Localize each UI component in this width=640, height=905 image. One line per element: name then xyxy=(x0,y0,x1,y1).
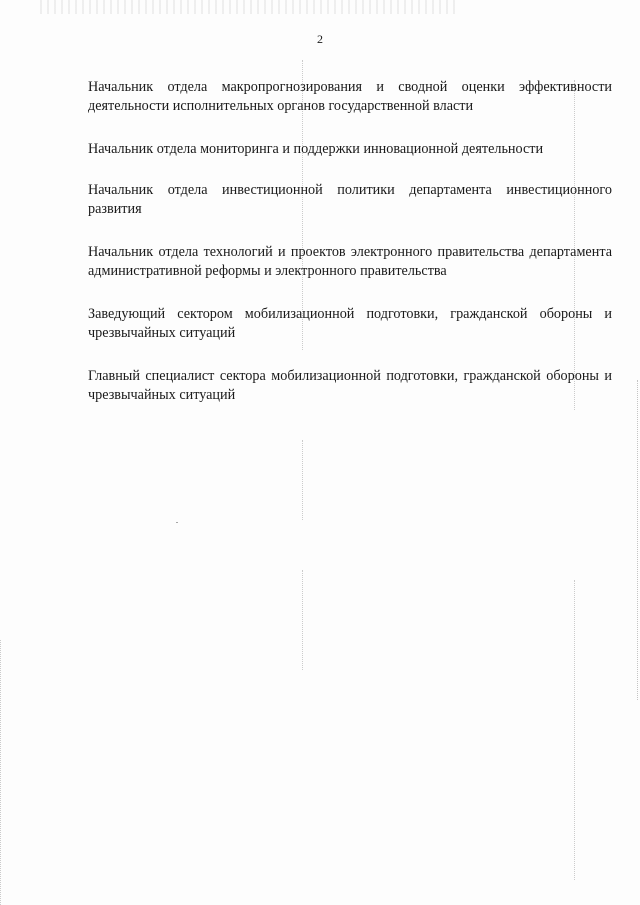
scan-artifact-top xyxy=(40,0,460,14)
scan-artifact-right-edge xyxy=(634,380,638,700)
scan-artifact-fold-line xyxy=(302,570,304,670)
position-list xyxy=(88,78,612,429)
scan-artifact-fold-line xyxy=(302,440,304,520)
scan-artifact-margin-line xyxy=(574,580,576,880)
position-entry: Начальник отдела инвестиционной политики департамента инвестиционного развития xyxy=(88,182,612,217)
position-entry: Начальник отдела макропрогнозирования и сводной оценки эффективности деятельности исполнительных органов государственной власти xyxy=(88,79,612,114)
scan-artifact-left-edge xyxy=(0,640,5,905)
position-entry: Главный специалист сектора мобилизационной подготовки, гражданской обороны и чрезвычайных ситуаций xyxy=(88,368,612,403)
position-entry: Начальник отдела мониторинга и поддержки инновационной деятельности xyxy=(88,141,544,157)
scan-artifact-speck xyxy=(176,522,178,523)
position-entry: Начальник отдела технологий и проектов электронного правительства департамента административной реформы и электронного правительства xyxy=(88,244,612,279)
page-number: 2 xyxy=(317,32,323,46)
position-entry: Заведующий сектором мобилизационной подготовки, гражданской обороны и чрезвычайных ситуаций xyxy=(88,306,612,341)
